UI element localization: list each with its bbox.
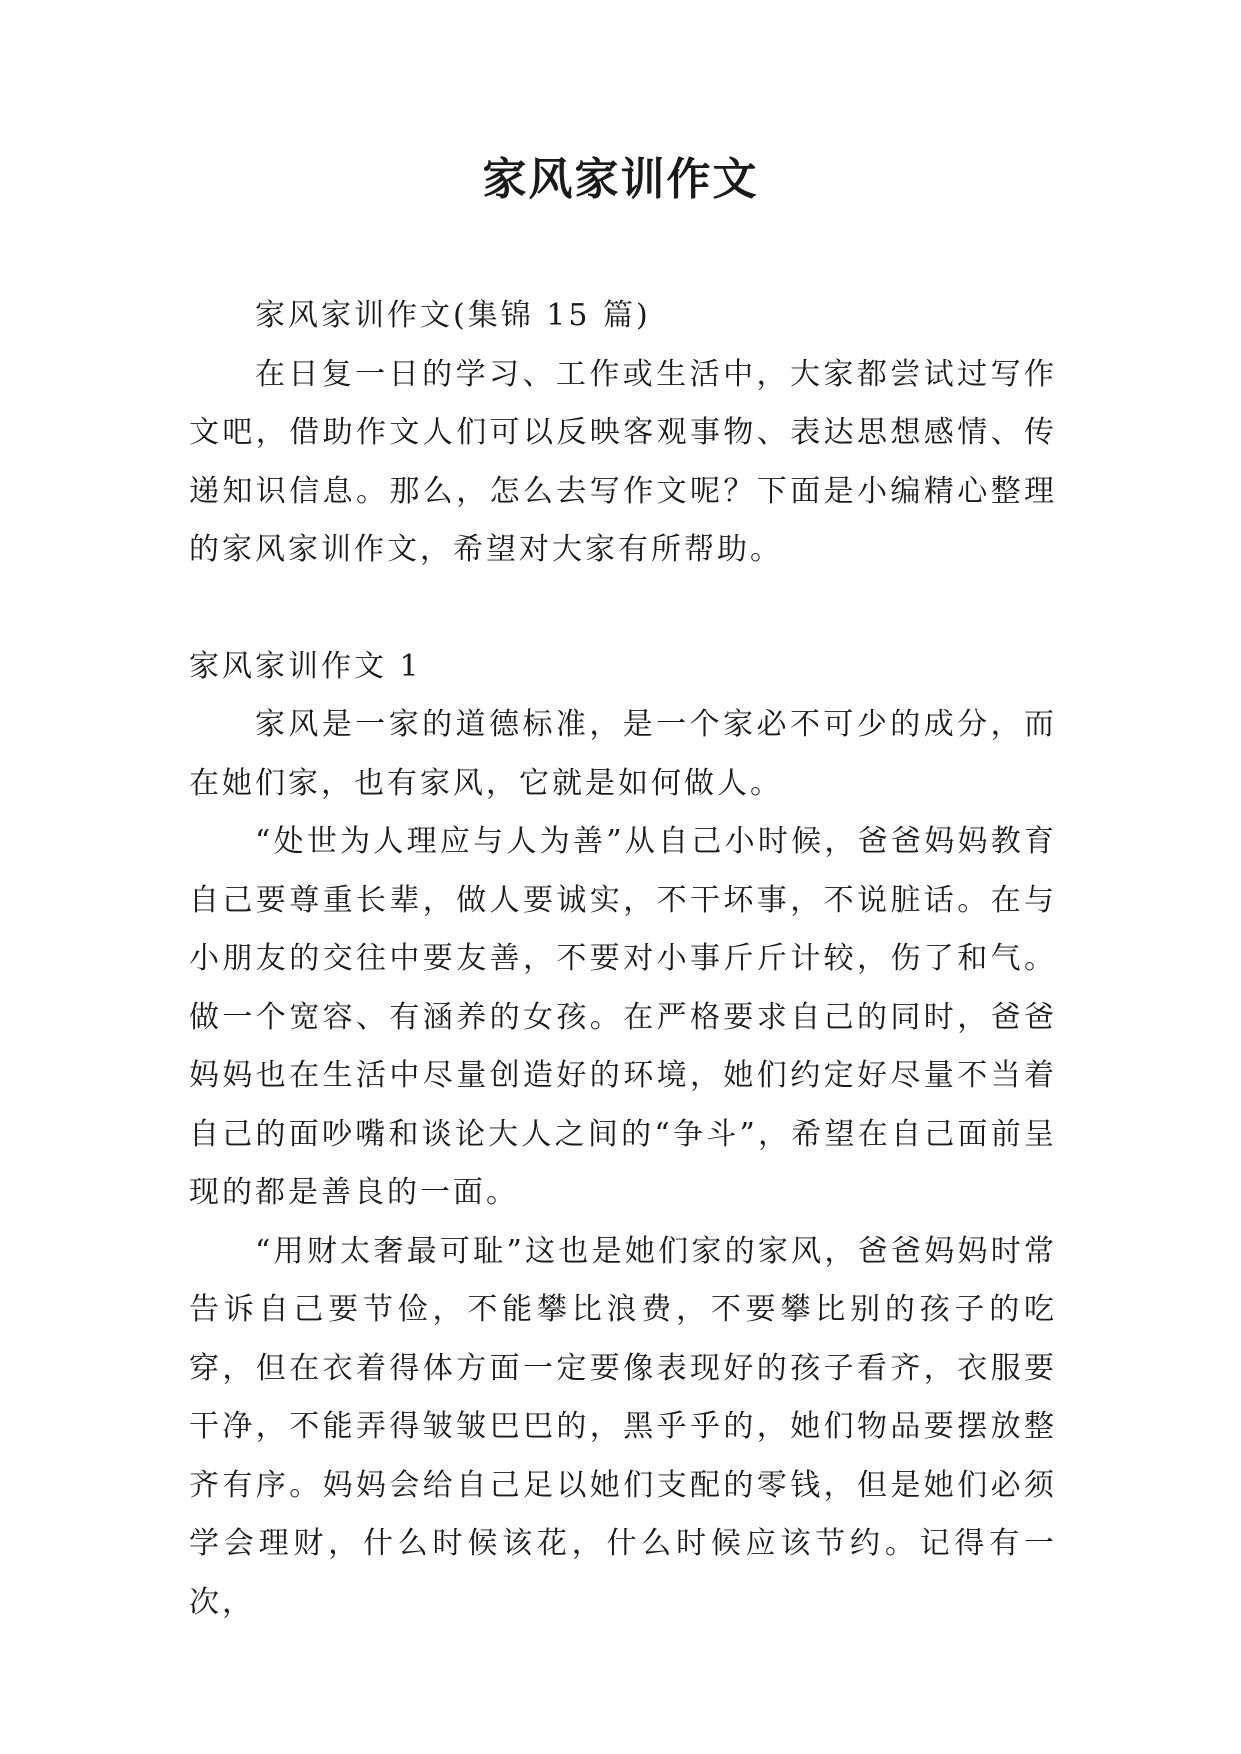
intro-paragraph: 在日复一日的学习、工作或生活中，大家都尝试过写作文吧，借助作文人们可以反映客观事物、表达思想感情、传递知识信息。那么，怎么去写作文呢？下面是小编精心整理的家风家训作文，希望对大家有所帮助。 xyxy=(189,356,1057,567)
document-title: 家风家训作文 xyxy=(482,154,759,205)
body-paragraph-1: 家风是一家的道德标准，是一个家必不可少的成分，而在她们家，也有家风，它就是如何做人。 xyxy=(189,707,1057,801)
document-subtitle: 家风家训作文(集锦 15 篇) xyxy=(255,298,651,333)
body-paragraph-2: “处世为人理应与人为善”从自己小时候，爸爸妈妈教育自己要尊重长辈，做人要诚实，不干坏事，不说脏话。在与小朋友的交往中要友善，不要对小事斤斤计较，伤了和气。做一个宽容、有涵养的女孩。在严格要求自己的同时，爸爸妈妈也在生活中尽量创造好的环境，她们约定好尽量不当着自己的面吵嘴和谈论大人之间的“争斗”，希望在自己面前呈现的都是善良的一面。 xyxy=(189,824,1057,1210)
document-body xyxy=(189,287,1057,1632)
paragraph-gap xyxy=(189,580,1057,638)
section-heading: 家风家训作文 1 xyxy=(189,648,422,684)
body-paragraph-3: “用财太奢最可耻”这也是她们家的家风，爸爸妈妈时常告诉自己要节俭，不能攀比浪费，不要攀比别的孩子的吃穿，但在衣着得体方面一定要像表现好的孩子看齐，衣服要干净，不能弄得皱皱巴巴的，黑乎乎的，她们物品要摆放整齐有序。妈妈会给自己足以她们支配的零钱，但是她们必须学会理财，什么时候该花，什么时候应该节约。记得有一次， xyxy=(189,1233,1057,1620)
